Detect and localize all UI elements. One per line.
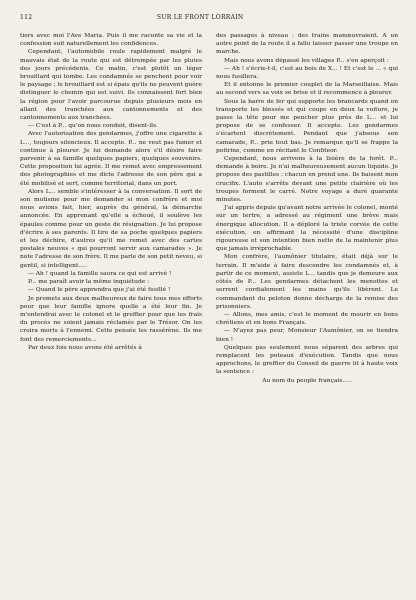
paragraph: des passages à niveau : des trains manœuvraient. A un autre point de la route il a fallu laisser passer une troupe en marche.: [216, 33, 398, 56]
paragraph: — C'est à P... qu'on nous conduit, disent-ils.: [28, 123, 158, 130]
paragraph: — Quand le père apprendra que j'ai été fusillé !: [28, 287, 171, 294]
paragraph: — Allons, mes amis, c'est le moment de mourir en bons chrétiens et en bons Français.: [216, 311, 398, 327]
paragraph: — Ah ! quand la famille saura ce qui est arrivé !: [28, 270, 172, 277]
paragraph: Je promets aux deux malheureux de faire tous mes efforts pour que leur famille ignore quelle a été leur fin. Je m'entendrai avec le colonel et le greffier pour que les frais du procès ne soient jamais réclamés par le Trésor. On les croira morts à l'ennemi. Cette pensée les rassérène. Ils me font des remerciements...: [20, 295, 202, 343]
paragraph: Alors L... semble s'intéresser à la conversation. Il sort de son mutisme pour me demander si mon confrère et moi nous avions fait, hier, auprès du général, la démarche annoncée. En apprenant qu'elle a échoué, il soulève les épaules comme pour un geste de résignation. Je lui propose d'écrire à ses parents. Il tire de sa poche quelques papiers et les déchire, d'autres qu'il me remet avec des cartes postales neuves « qui pourront servir aux camarades ». Je note l'adresse de son frère. Il me parle de son petit neveu, si gentil, si intelligent.....: [20, 188, 202, 269]
paragraph: Quelques pas seulement nous séparent des arbres qui remplacent les poteaux d'exécution. Tandis que nous approchons, le greffier du Conseil de guerre lit à haute voix la sentence :: [216, 344, 398, 376]
paragraph: Cependant, nous arrivons à la lisière de la forêt. P... demande à boire. Je n'ai malheureusement aucun liquide. Je propose des pastilles : chacun en prend une. Ils baisent mon crucifix. L'auto s'arrête devant une petite clairière où les troupes forment le carré. Notre voyage a duré quarante minutes.: [216, 156, 398, 204]
page-number: 112: [20, 14, 33, 21]
paragraph: J'ai appris depuis qu'avant notre arrivée le colonel, monté sur un tertre, a adressé au régiment une brève mais énergique allocution. Il a déploré la triste corvée de cette exécution, en affirmant la nécessité d'une discipline rigoureuse et son intention bien nette de la maintenir plus que jamais irréprochable.: [216, 205, 398, 253]
paragraph: Mon confrère, l'aumônier titulaire, était déjà sur le terrain. Il m'aide à faire descendre les condamnés et, à partir de ce moment, assiste L... tandis que je demeure aux côtés de P... Les gendarmes détachent les menottes et serrent cordialement les mains qu'ils libèrent. Le commandant du peloton donne décharge de la remise des prisonniers.: [216, 254, 398, 310]
running-header: [20, 14, 398, 26]
paragraph: Mais nous avons dépassé les villages P... s'en aperçoit :: [224, 57, 389, 64]
running-title: SUR LE FRONT LORRAIN: [156, 14, 244, 21]
paragraph: Par deux fois nous avons été arrêtés à: [28, 344, 142, 351]
paragraph: tiers avec moi l'Ave Maria. Puis il me raconte sa vie et la confession suit naturellement les confidences.: [20, 33, 202, 48]
closing-line: Au nom du peuple français.....: [262, 377, 352, 384]
text-columns: [20, 32, 398, 385]
paragraph: Avec l'autorisation des gendarmes, j'offre une cigarette à L..., toujours silencieux. Il accepte. P... ne veut pas fumer et continue à pleurer. Je lui demande alors s'il désire faire parvenir à sa famille quelques papiers, quelques souvenirs. Cette proposition lui agrée. Il me remet avec empressement des photographies et me dicte l'adresse de son père qui a été mobilisé et sert, comme territorial, dans un port.: [20, 131, 202, 187]
paragraph: P... me paraît avoir la même inquiétude :: [28, 279, 150, 286]
paragraph: Et il entonne le premier couplet de la Marseillaise. Mais au second vers sa voix se brise et il recommence à pleurer.: [216, 82, 398, 97]
paragraph: — Ah ! s'écrie-t-il, c'est au bois de X... ! Et c'est le ... « qui nous fusillera.: [216, 65, 398, 81]
right-column: [216, 32, 398, 385]
left-column: [20, 32, 202, 385]
paragraph: Sous la barre de fer qui supporte les brancards quand on transporte les blessés et qui coupe en deux la voiture, je passe la tête pour me pencher plus près de L... et lui propose de se confesser. Il accepte. Les gendarmes s'écartent discrètement. Pendant que j'absous son camarade, P... prie tout bas. Je remarque qu'il se frappe la poitrine, comme en récitant le Confiteor.: [216, 98, 398, 154]
paragraph: — N'ayez pas peur, Monsieur l'Aumônier, on se tiendra bien !: [216, 328, 398, 343]
paragraph: Cependant, l'automobile roule rapidement malgré le mauvais état de la route qui est détrempée par les pluies des jours précédents. Ce matin, c'est plutôt un léger brouillard qui tombe. Les condamnés se penchent pour voir le paysage ; le brouillard est si épais qu'ils ne peuvent guère distinguer le chemin qui est suivi. Ils connaissent fort bien la région pour l'avoir parcourue depuis plusieurs mois en allant des tranchées aux cantonnements et des cantonnements aux tranchées.: [20, 49, 202, 122]
